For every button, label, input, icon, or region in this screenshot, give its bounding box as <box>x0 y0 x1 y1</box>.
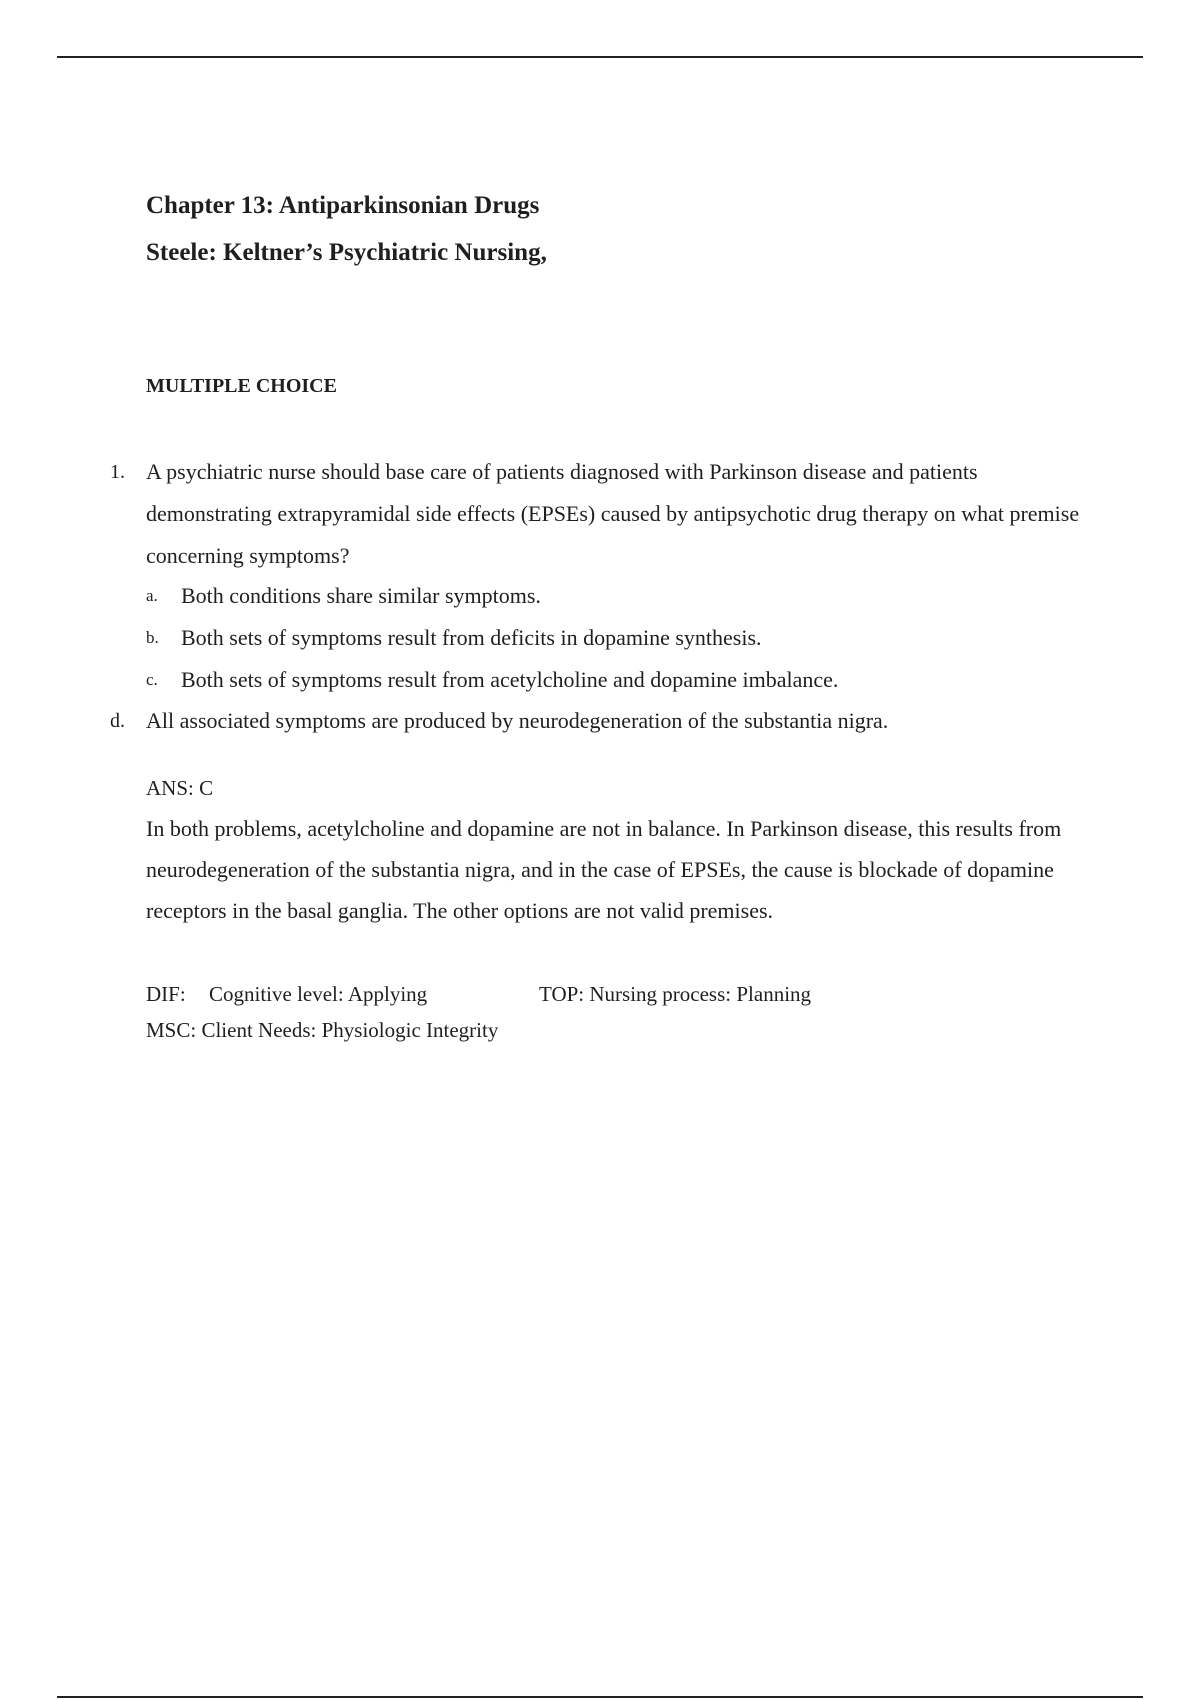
option-d-letter: d. <box>110 710 125 732</box>
dif-value: Cognitive level: Applying <box>209 982 428 1006</box>
option-d-text: All associated symptoms are produced by neurodegeneration of the substantia nigra. <box>146 708 889 733</box>
answer-key: ANS: C <box>146 776 214 800</box>
client-needs-tag: MSC: Client Needs: Physiologic Integrity <box>146 1018 499 1042</box>
chapter-title: Chapter 13: Antiparkinsonian Drugs <box>146 192 540 219</box>
answer-rationale: In both problems, acetylcholine and dopamine are not in balance. In Parkinson disease, this results from neurodegeneration of the substantia nigra, and in the case of EPSEs, the cause is blockade of dopamine receptors in the basal ganglia. The other options are not valid premises. <box>146 816 1062 923</box>
option-b-text: Both sets of symptoms result from deficits in dopamine synthesis. <box>181 625 762 650</box>
bottom-rule <box>57 1696 1143 1698</box>
question-number: 1. <box>110 461 125 483</box>
dif-label: DIF: <box>146 982 186 1006</box>
question-stem: A psychiatric nurse should base care of patients diagnosed with Parkinson disease and patients demonstrating extrapyramidal side effects (EPSEs) caused by antipsychotic drug therapy on what premise concerning symptoms? <box>146 459 1080 568</box>
option-c-text: Both sets of symptoms result from acetylcholine and dopamine imbalance. <box>181 667 839 692</box>
option-c-letter: c. <box>146 670 158 689</box>
topic-tag: TOP: Nursing process: Planning <box>539 982 812 1006</box>
option-a-text: Both conditions share similar symptoms. <box>181 583 541 608</box>
option-a-letter: a. <box>146 586 158 605</box>
top-rule <box>57 56 1143 58</box>
option-b-letter: b. <box>146 628 159 647</box>
section-heading: MULTIPLE CHOICE <box>146 375 337 397</box>
book-title: Steele: Keltner’s Psychiatric Nursing, <box>146 239 547 266</box>
